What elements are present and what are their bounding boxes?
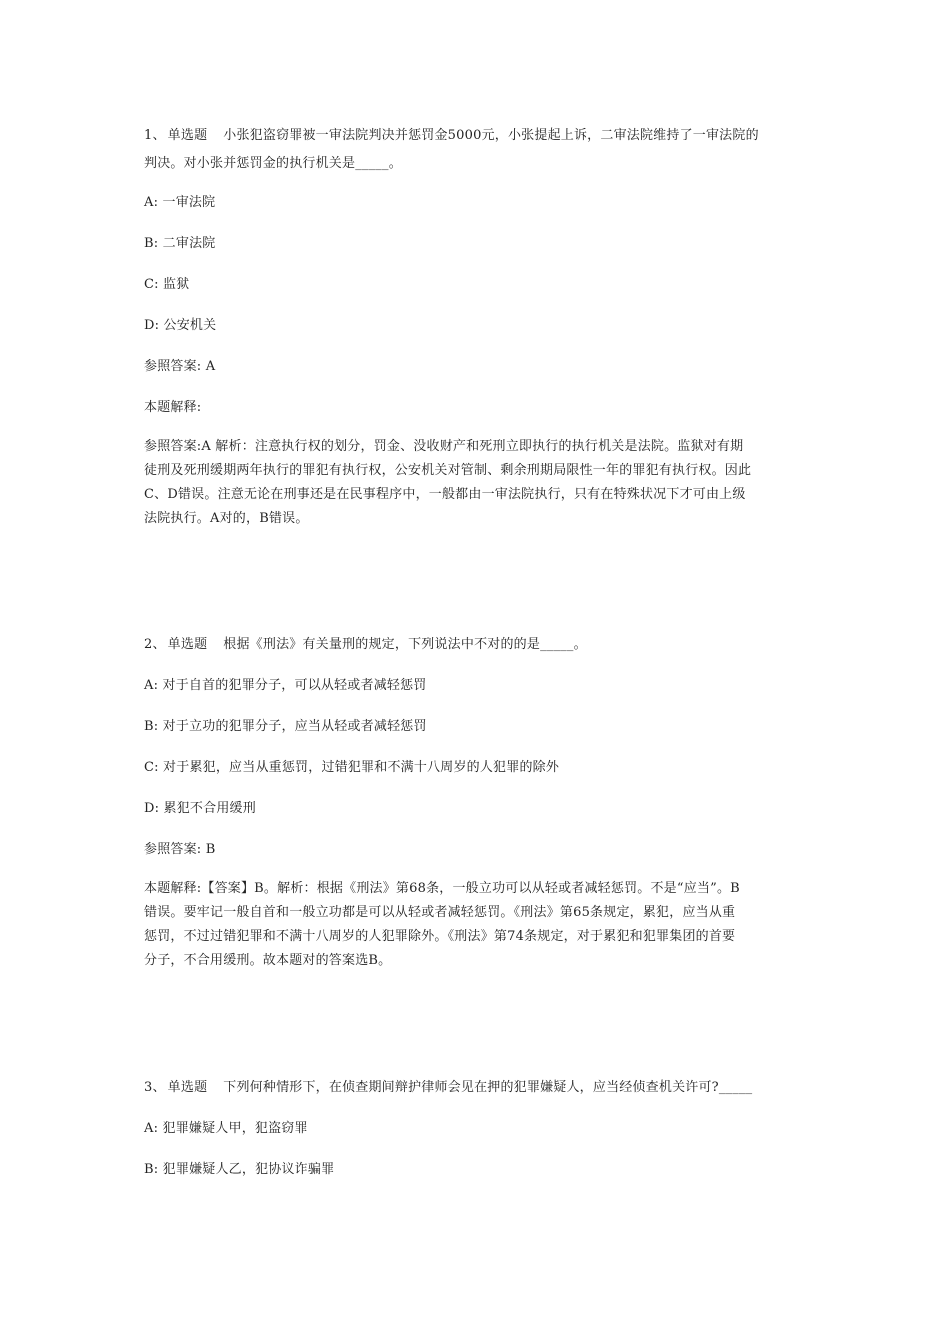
question-1-number: 1、 — [144, 128, 166, 143]
question-2-explanation-line-4: 分子，不合用缓刑。故本题对的答案选B。 — [144, 953, 392, 968]
question-2-option-c: C: 对于累犯，应当从重惩罚，过错犯罪和不满十八周岁的人犯罪的除外 — [144, 760, 560, 775]
question-1-explanation — [144, 435, 809, 531]
question-1-stem-line-2: 判决。对小张并惩罚金的执行机关是_____。 — [144, 156, 402, 171]
question-3-header — [144, 1079, 809, 1097]
question-3-stem-line-1: 下列何种情形下，在侦查期间辩护律师会见在押的犯罪嫌疑人，应当经侦查机关许可?_____ — [223, 1080, 753, 1095]
question-2-explanation-line-1: 本题解释:【答案】B。解析：根据《刑法》第68条，一般立功可以从轻或者减轻惩罚。不是“应当”。B — [144, 881, 740, 896]
question-1-explanation-line-3: C、D错误。注意无论在刑事还是在民事程序中，一般都由一审法院执行，只有在特殊状况下才可由上级 — [144, 487, 746, 502]
question-3-type: 单选题 — [167, 1080, 208, 1095]
question-1-explanation-line-2: 徒刑及死刑缓期两年执行的罪犯有执行权，公安机关对管制、剩余刑期局限性一年的罪犯有执行权。因此 — [144, 463, 752, 478]
question-2-header — [144, 636, 809, 654]
question-1-header — [144, 127, 809, 145]
question-1-stem-line-1: 小张犯盗窃罪被一审法院判决并惩罚金5000元，小张提起上诉，二审法院维持了一审法院的 — [223, 128, 759, 143]
question-3-option-a: A: 犯罪嫌疑人甲，犯盗窃罪 — [144, 1121, 308, 1136]
question-2-explanation — [144, 877, 809, 973]
question-3-number: 3、 — [144, 1080, 166, 1095]
question-2-type: 单选题 — [167, 637, 208, 652]
question-1-option-a: A: 一审法院 — [144, 195, 216, 210]
question-1-type: 单选题 — [167, 128, 208, 143]
question-2-explanation-line-2: 错误。要牢记一般自首和一般立功都是可以从轻或者减轻惩罚。《刑法》第65条规定，累犯，应当从重 — [144, 905, 736, 920]
question-2-number: 2、 — [144, 637, 166, 652]
question-2-option-b: B: 对于立功的犯罪分子，应当从轻或者减轻惩罚 — [144, 719, 427, 734]
question-1-answer: 参照答案: A — [144, 359, 216, 374]
question-1-explanation-line-1: 参照答案:A 解析：注意执行权的划分，罚金、没收财产和死刑立即执行的执行机关是法院。监狱对有期 — [144, 439, 744, 454]
question-2-option-d: D: 累犯不合用缓刑 — [144, 801, 256, 816]
question-2-answer: 参照答案: B — [144, 842, 216, 857]
question-2-option-a: A: 对于自首的犯罪分子，可以从轻或者减轻惩罚 — [144, 678, 427, 693]
question-1-explanation-line-4: 法院执行。A对的，B错误。 — [144, 511, 309, 526]
question-1-option-c: C: 监狱 — [144, 277, 190, 292]
question-1-explanation-label: 本题解释: — [144, 400, 202, 415]
question-3-option-b: B: 犯罪嫌疑人乙，犯协议诈骗罪 — [144, 1162, 335, 1177]
question-2-stem-line-1: 根据《刑法》有关量刑的规定，下列说法中不对的的是_____。 — [223, 637, 587, 652]
question-1-option-d: D: 公安机关 — [144, 318, 217, 333]
question-2-explanation-line-3: 惩罚，不过过错犯罪和不满十八周岁的人犯罪除外。《刑法》第74条规定，对于累犯和犯罪集团的首要 — [144, 929, 736, 944]
question-1-option-b: B: 二审法院 — [144, 236, 216, 251]
